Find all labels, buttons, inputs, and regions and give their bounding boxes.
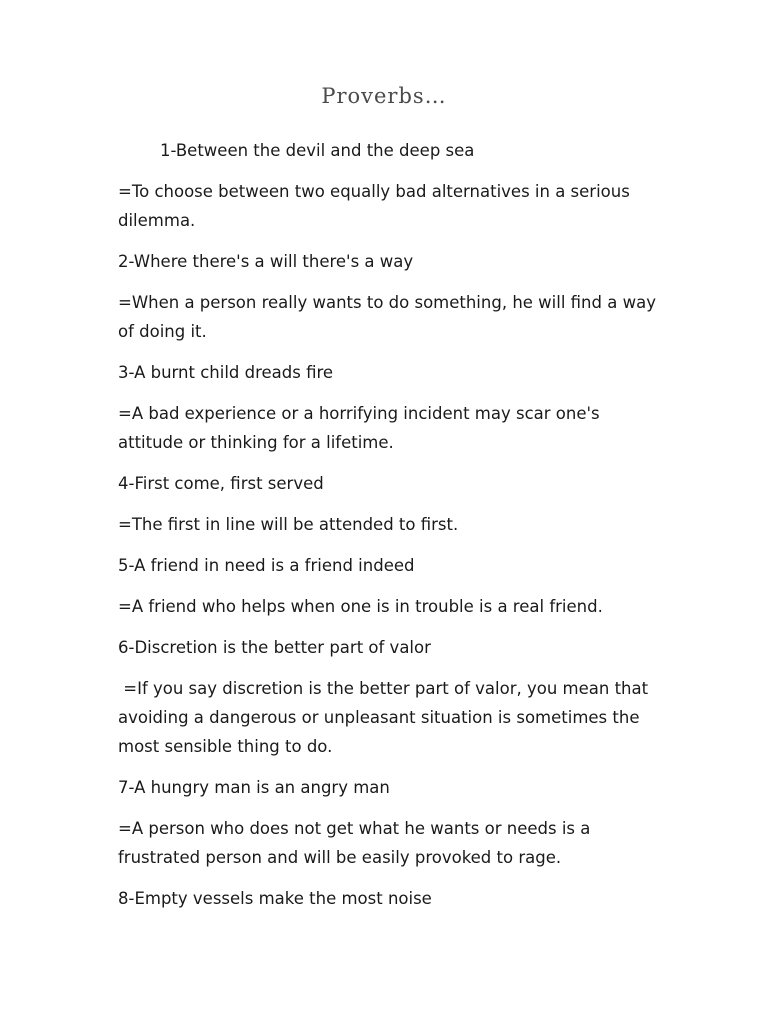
- page-title: Proverbs…: [321, 84, 447, 108]
- proverb-8: 8-Empty vessels make the most noise: [118, 889, 432, 908]
- meaning-6: =If you say discretion is the better part of valor, you mean that avoiding a dangerous or unpleasant situation is sometimes the most sensible thing to do.: [118, 679, 654, 756]
- proverb-1: 1-Between the devil and the deep sea: [160, 141, 475, 160]
- proverb-7: 7-A hungry man is an angry man: [118, 778, 390, 797]
- meaning-4: =The first in line will be attended to first.: [118, 515, 459, 534]
- proverb-2: 2-Where there's a will there's a way: [118, 252, 414, 271]
- proverb-3: 3-A burnt child dreads fire: [118, 363, 334, 382]
- meaning-3: =A bad experience or a horrifying incident may scar one's attitude or thinking for a lifetime.: [118, 404, 600, 452]
- meaning-5: =A friend who helps when one is in trouble is a real friend.: [118, 597, 603, 616]
- proverb-5: 5-A friend in need is a friend indeed: [118, 556, 415, 575]
- meaning-7: =A person who does not get what he wants or needs is a frustrated person and will be easily provoked to rage.: [118, 819, 591, 867]
- document-body: [118, 136, 658, 925]
- proverb-4: 4-First come, first served: [118, 474, 324, 493]
- meaning-2: =When a person really wants to do something, he will find a way of doing it.: [118, 293, 656, 341]
- meaning-1: =To choose between two equally bad alternatives in a serious dilemma.: [118, 182, 630, 230]
- proverb-6: 6-Discretion is the better part of valor: [118, 638, 431, 657]
